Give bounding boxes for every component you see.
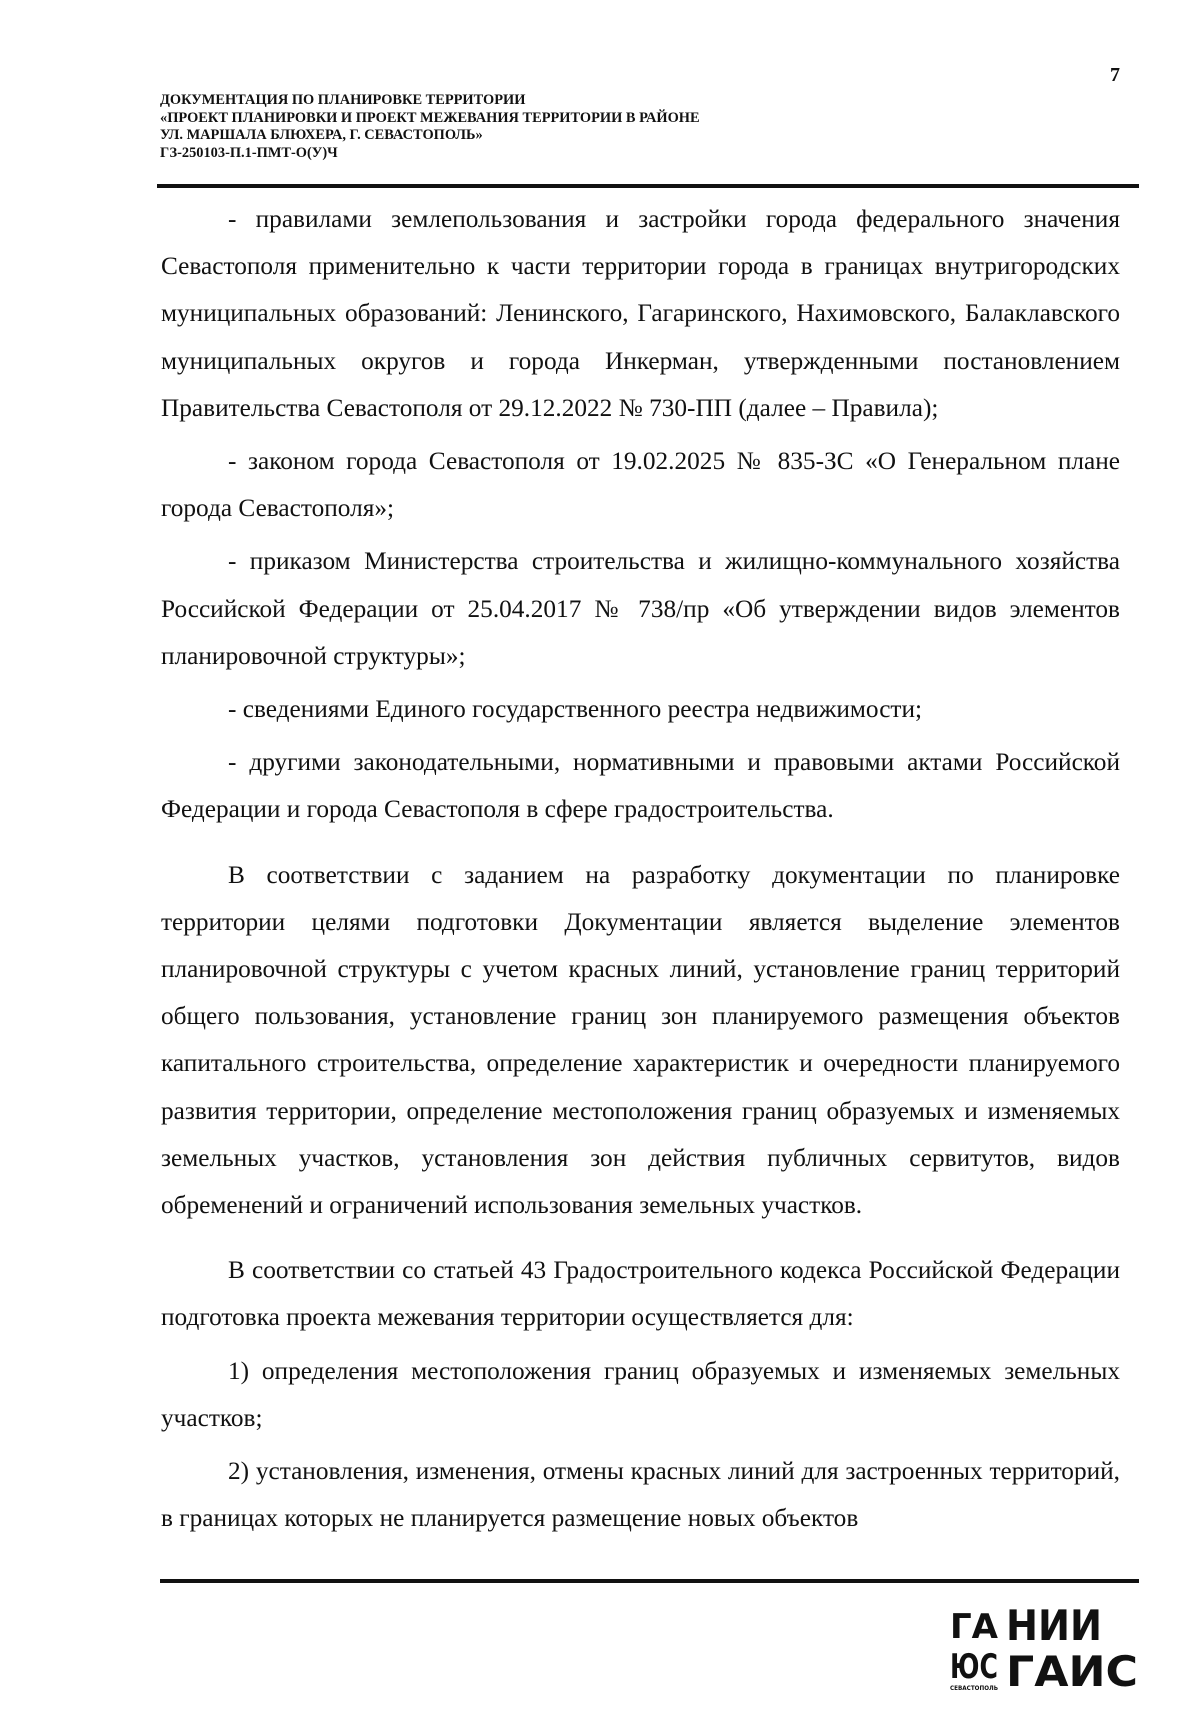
header-title-line-3: УЛ. МАРШАЛА БЛЮХЕРА, Г. СЕВАСТОПОЛЬ»: [160, 127, 483, 143]
document-header: [160, 92, 1140, 162]
paragraph-real-estate-registry: - сведениями Единого государственного реестра недвижимости;: [228, 695, 923, 724]
header-document-code: ГЗ-250103-П.1-ПМТ-О(У)Ч: [160, 144, 338, 161]
list-item-2: 2) установления, изменения, отмены красных линий для застроенных территорий, в границах которых не планируется размещение новых объектов: [161, 1457, 1120, 1533]
paragraph-documentation-goals: В соответствии с заданием на разработку документации по планировке территории целями подготовки Документации является выделение элементов планировочной структуры с учетом красных линий, установление границ территорий общего пользования, установление границ зон планируемого размещения объектов капитального строительства, определение характеристик и очередности планируемого развития территории, определение местоположения границ образуемых и изменяемых земельных участков, установления зон действия публичных сервитутов, видов обременений и ограничений использования земельных участков.: [161, 860, 1120, 1220]
logo-mark-bottom: ЮС: [950, 1647, 998, 1687]
nii-gais-logo: [950, 1600, 1140, 1692]
paragraph-general-plan-law: - законом города Севастополя от 19.02.2025 № 835-ЗС «О Генеральном плане города Севастополя»;: [161, 447, 1120, 523]
page-number: 7: [1110, 64, 1120, 86]
document-body: [161, 196, 1120, 1542]
logo-wordmark-line-2: ГАИС: [1006, 1647, 1138, 1692]
paragraph-article-43: В соответствии со статьей 43 Градостроительного кодекса Российской Федерации подготовка проекта межевания территории осуществляется для:: [161, 1256, 1120, 1332]
header-title-line-1: ДОКУМЕНТАЦИЯ ПО ПЛАНИРОВКЕ ТЕРРИТОРИИ: [160, 92, 526, 108]
logo-wordmark-line-1: НИИ: [1006, 1601, 1102, 1650]
header-divider: [157, 184, 1139, 188]
paragraph-rules-land-use: - правилами землепользования и застройки города федерального значения Севастополя применительно к части территории города в границах внутригородских муниципальных образований: Ленинского, Гагаринского, Нахимовского, Балаклавского муниципальных округов и города Инкерман, утвержденными постановлением Правительства Севастополя от 29.12.2022 № 730-ПП (далее – Правила);: [161, 205, 1120, 422]
footer-divider: [160, 1579, 1139, 1583]
paragraph-other-acts: - другими законодательными, нормативными и правовыми актами Российской Федерации и города Севастополя в сфере градостроительства.: [161, 748, 1120, 824]
logo-mark-top: ГА: [950, 1607, 999, 1647]
paragraph-ministry-order: - приказом Министерства строительства и жилищно-коммунального хозяйства Российской Федерации от 25.04.2017 № 738/пр «Об утверждении видов элементов планировочной структуры»;: [161, 547, 1120, 670]
logo-mark-caption: СЕВАСТОПОЛЬ: [950, 1685, 999, 1692]
list-item-1: 1) определения местоположения границ образуемых и изменяемых земельных участков;: [161, 1356, 1120, 1432]
nii-gais-logo-graphic: [950, 1600, 1140, 1692]
header-title-line-2: «ПРОЕКТ ПЛАНИРОВКИ И ПРОЕКТ МЕЖЕВАНИЯ ТЕРРИТОРИИ В РАЙОНЕ: [160, 109, 700, 126]
